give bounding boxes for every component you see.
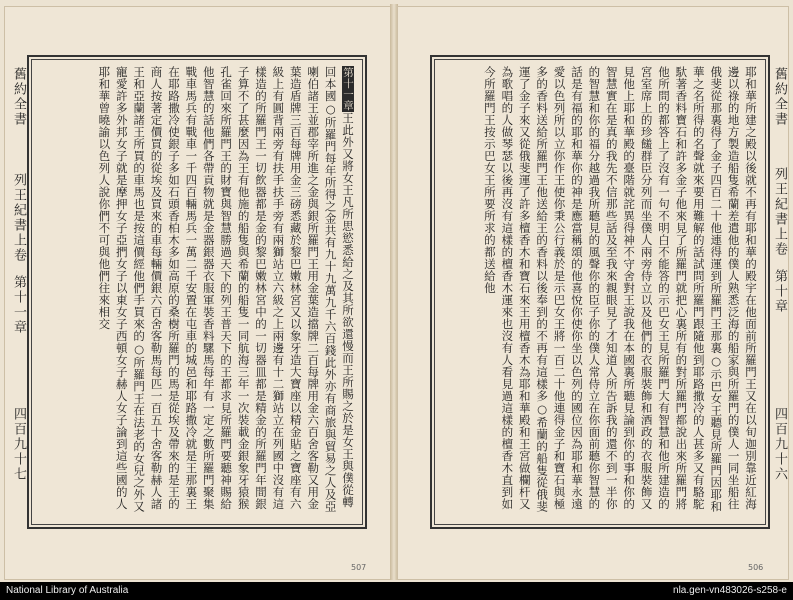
left-chapter: 第十一章 (11, 275, 26, 335)
right-folio: 四百九十六 (772, 407, 787, 482)
right-body-content: 耶和華所建之殿以後就不再有耶和華的殿宇在他面前所羅門王又在以旬迦別靠近紅海邊以祿的地方製造船隻希蘭差遣他的僕人熟悉泛海的船家與所羅門的僕人一同坐船往俄斐從那裏得了金子四百二十他連得運到所羅門王那裏○示巴女王聽見所羅門因耶和華之名所得的名聲就來要用難解的話試問所羅門跟隨他到耶路撒冷的人甚多又有駱駝馱著香料寶石和許多金子他來見了所羅門就把心裏所有的對所羅門都說出來所羅門將他所問的都答上了沒有一句不明白不能答的示巴女王見所羅門大有智慧和他所建造的宮室席上的珍饈群臣分列而坐僕人兩旁侍立以及他們的衣服裝飾和酒政的衣服裝飾又見他上耶和華殿的臺階就詫異得神不守舍對王說我在本國裏所聽見論到你的事和你的智慧實在是真的我先不信那些話及至我來親眼見了才知道人所告訴我的還不到一半你的智慧和你的福分越過我所聽見的風聲你的臣子你的僕人常侍立在你面前聽你智慧的話是有福的耶和華你的神是應當稱頌的他喜悅你使你坐以色列的國位因為耶和華永遠愛以色列所以立你作王使你秉公行義於是示巴女王將一百二十他連得金子和寶石與極多的香料送給所羅門王他送給王的香料以後奉到的不再有這樣多○希蘭的船隻從俄斐運了金子來又從俄斐運了許多檀香木和寶石來王用檀香木為耶和華殿和王宮做欄杆又為歌唱的人做琴瑟以後再沒有這樣的檀香木運來也沒有人看見過這樣的檀香木直到如今所羅門王按示巴女王所要所求的都送給他 (482, 66, 758, 513)
right-header: 舊約全書 (772, 67, 787, 127)
right-body-text (441, 66, 759, 518)
left-body-content: 王此外又將女王凡所思慾悉給之及其所欲還慢而王所賜之於是女王與僕從轉回本國○所羅門每年所得之金共有九十九萬九千六百錢此外亦有商旅與貿易之人及亞喇伯諸王並郡宰所進之金與銀所羅門王用金葉造擋牌二百每牌用金六百舍客勒又用金葉造盾牌三百每牌用金三磅悉藏於黎巴嫩林宮又以象牙造大寶座以精金貼之寶座有六級上有圓背兩旁有扶手扶手旁有兩獅站立六級之上兩邊有十二獅站立在列國中沒有這樣造的所羅門王一切飲器都是金的黎巴嫩林宮中的一切器皿都是精金的所羅門年間銀子算不了甚麼因為王有他施的船隻與希蘭的船隻一同航海三年一次裝載金銀象牙猿猴孔雀回來所羅門王的財寶與智慧勝過天下的列王普天下的王都求見所羅門要聽神賜給他智慧的話他們各帶貢物就是金器銀器衣服軍裝香料騾馬每年有一定之數所羅門聚集戰車馬兵有戰車一千四百輛馬兵一萬二千安置在屯車的城邑和耶路撒冷就是王那裏王在耶路撒冷使銀子多如石頭香柏木多如高原的桑樹所羅門的馬是從埃及帶來的是王的商人按著定價買的從埃及買來的車每輛價銀六百舍客勒馬每匹一百五十舍客勒赫人諸王和亞蘭諸王所買的車馬也是按這價經他們手買來的○所羅門王在法老的女兒之外又寵愛許多外邦女子就是摩押女子亞捫女子以東女子西頓女子赫人女子論到這些國的人耶和華曾曉諭以色列人說你們不可與他們往來相交 (97, 66, 355, 513)
left-inner-rule (31, 59, 363, 525)
right-page-mark: 506 (748, 563, 764, 572)
right-page (397, 6, 789, 580)
right-book-title: 列王紀書上卷 (772, 167, 787, 257)
right-chapter: 第十章 (772, 269, 787, 314)
left-page-mark: 507 (351, 563, 367, 572)
left-page (4, 6, 392, 580)
left-section-tag: 第十一章 (342, 67, 354, 111)
left-book-title: 列王紀書上卷 (11, 173, 26, 263)
left-header: 舊約全書 (11, 67, 26, 127)
footer-credit: National Library of Australia (6, 585, 129, 596)
left-text-frame (27, 55, 367, 529)
left-body-text (38, 66, 356, 518)
library-footer (0, 582, 793, 600)
footer-identifier: nla.gen-vn483026-s258-e (673, 585, 787, 596)
right-text-frame (430, 55, 770, 529)
left-folio: 四百九十七 (11, 407, 26, 482)
right-inner-rule (434, 59, 766, 525)
